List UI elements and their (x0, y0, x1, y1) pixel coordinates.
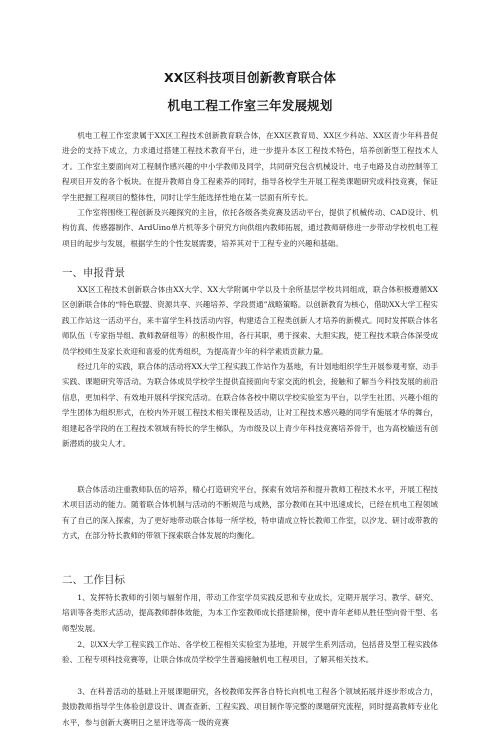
document-subtitle: 机电工程工作室三年发展规划 (167, 98, 333, 113)
background-paragraph: 经过几年的实践，联合体的活动将XX大学工程实践工作站作为基地，有计划地组织学生开展参观考察、动手实践、课题研究等活动。为联合体成员学校学生提供直接面向专家交流的机会，接触和了解当今科技发展的前沿信息，更加科学、有效地开展科学探究活动。在联合体各校中期以学校实验室为平台，以学生社团、兴趣小组的学生团体为组织形式，在校内外开展工程技术相关课程及活动，让对工程技术感兴趣的同学有施展才华的舞台，组建起各学段的在工程技术领域有特长的学生梯队，为市级及以上青少年科技竞赛培养骨干，也为高校输送有创新潜质的拔尖人才。 (62, 362, 438, 449)
goal-paragraph: 2、以XX大学工程实践工作站、各学校工程相关实验室为基地，开展学生系列活动，包括普及型工程实践体验、工程专项科技竞赛等，让联合体成员学校学生普遍接触机电工程项目，了解其相关技术。 (62, 640, 438, 665)
document-title: XX区科技项目创新教育联合体 (163, 70, 337, 85)
section-heading-background: 一、申报背景 (62, 267, 125, 279)
intro-paragraph: 工作室将围绕工程创新及兴趣探究的主旨，依托各级各类竞赛及活动平台，提供了机械传动、CAD设计、机构仿真、传感器制作、ArdUino单片机等多个研究方向供组内教师拓展，通过教师研修进一步带动学校机电工程项目的起步与发展，根据学生的个性发展需要，培养其对于工程专业的兴趣和基础。 (62, 208, 438, 248)
section-heading-goals: 二、工作目标 (62, 574, 125, 586)
intro-paragraph: 机电工程工作室隶属于XX区工程技术创新教育联合体，在XX区教育局、XX区少科站、XX区青少年科普促进会的支持下成立，力求通过搭建工程技术教育平台，进一步提升本区工程技术特色，培养创新型工程技术人才。工作室主要面向对工程制作感兴趣的中小学教师及同学，共同研究包含机械设计、电子电路及自动控制等工程项目开发的各个板块。在提升教师自身工程素养的同时，指导各校学生开展工程类课题研究或科技竞赛，保证学生把握工程项目的整体性，同时让学生能选择性地在某一层面有所专长。 (62, 131, 438, 202)
goal-paragraph: 3、在科普活动的基础上开展课题研究，各校教师发挥各自特长向机电工程各个领域拓展并逐步形成合力，鼓励教师指导学生体验创意设计、调查查新、工程实践、项目制作等完整的课题研究流程，同时提高教师专业化水平，参与创新大赛明日之星评选等高一级的竞赛 (62, 687, 438, 727)
background-paragraph: 联合体活动注重教师队伍的培养，精心打造研究平台，探索有效培养和提升教师工程技术水平，开展工程技术项目活动的能力。随着联合体机制与活动的不断规范与成熟，部分教师在其中迅速成长，已经在机电工程领域有了自己的深入探索，为了更好地带动联合体每一所学校，特申请成立特长教师工作室，以汐龙、研讨或带教的方式，在部分特长教师的带领下探索联合体发展的均衡化。 (62, 485, 438, 541)
background-paragraph: XX区工程技术创新联合体由XX大学、XX大学附属中学以及十余所基层学校共同组成，联合体积极遵循XX区创新联合体的“特色联盟、资源共享、兴趣培养、学段贯通”战略策略。以创新教育为核心，借助XX大学工程实践工作站这一活动平台，来丰富学生科技活动内容，构建适合工程类创新人才培养的新模式。同时发挥联合体名师队伍（专家指导组、教师教研组等）的积极作用，各行其职，勇于探索、大胆实践，使工程技术联合体深受成员学校师生及家长欢迎和喜爱的优秀组织，为提高青少年的科学素质贡献力量。 (62, 285, 438, 356)
goal-paragraph: 1、发挥特长教师的引领与辐射作用，带动工作室学员实践反思和专业成长，定期开展学习、教学、研究、培训等各类形式活动，提高教师群体效能，为本工作室教师成长搭建阶梯，使中青年老师从胜任型向骨干型、名师型发展。 (62, 593, 438, 633)
